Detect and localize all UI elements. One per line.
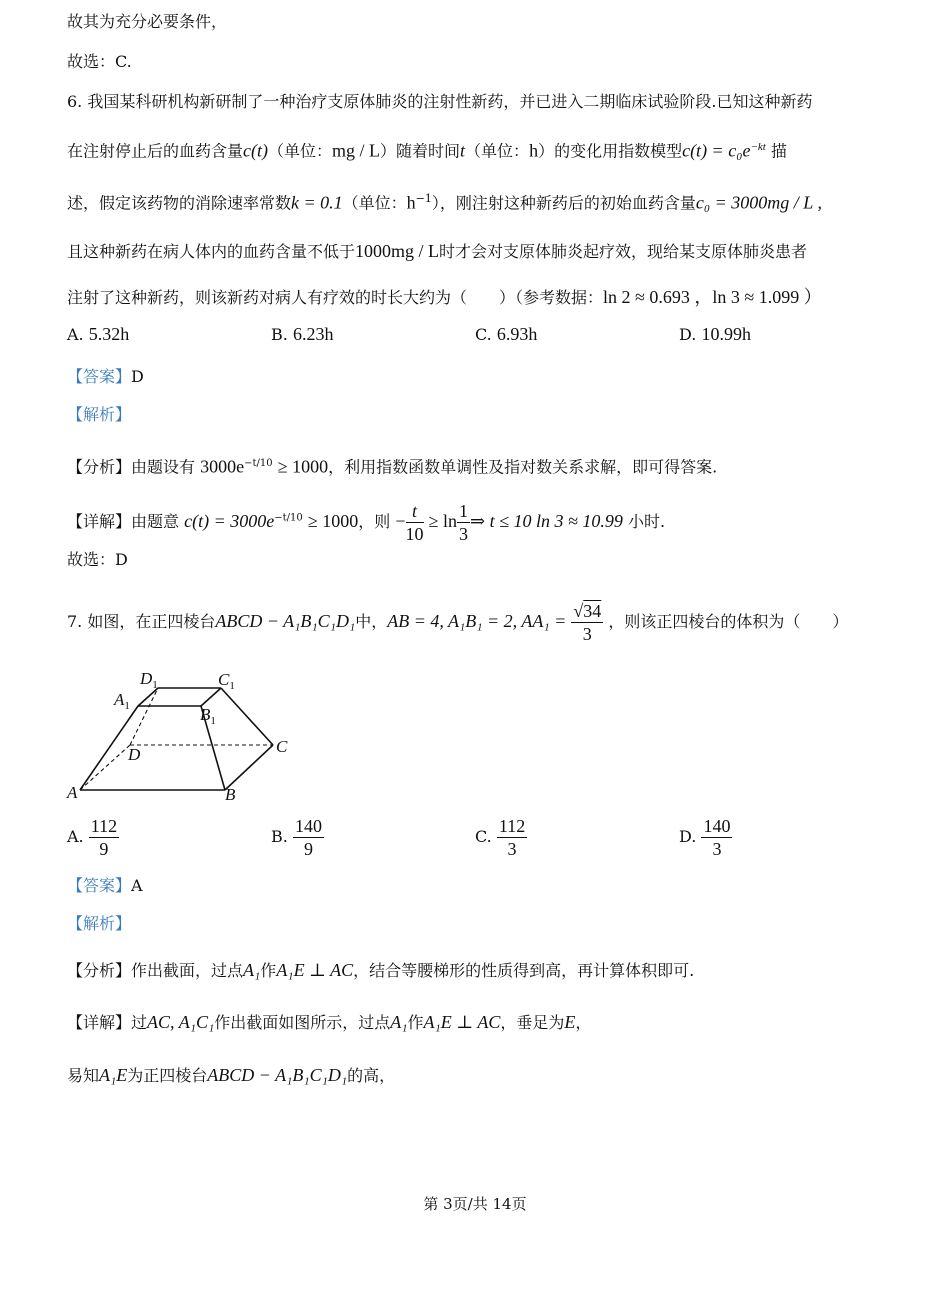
text-line: 故其为充分必要条件， bbox=[67, 12, 228, 31]
analysis-7: 【解析】 bbox=[67, 914, 132, 933]
question-7: 7. 如图，在正四棱台ABCD − A₁B₁C₁D₁中，AB = 4, A₁B₁ = 2, AA₁ = $\frac{√34}{3}$ ，则该正四棱台的体积为（ ） bbox=[67, 601, 849, 644]
answer-7: 【答案】A bbox=[67, 876, 143, 895]
option-7b: B. $\frac{140}{9}$ bbox=[271, 816, 322, 859]
fenxi-6: 【分析】由题设有 $3000e^{-t/10} \ge 1000$，利用指数函数单调性及指对数关系求解，即可得答案. bbox=[67, 456, 718, 477]
question-6-line4: 且这种新药在病人体内的血药含量不低于1000mg / L时才会对支原体肺炎起疗效，现给某支原体肺炎患者 bbox=[67, 241, 808, 261]
edge-AD bbox=[80, 745, 130, 790]
fenxi-7: 【分析】作出截面，过点A₁作A₁E ⊥ AC，结合等腰梯形的性质得到高，再计算体积即可. bbox=[67, 960, 695, 980]
option-6a: A. 5.32h bbox=[67, 324, 130, 344]
frustum-figure bbox=[60, 660, 300, 810]
edge-DD1 bbox=[130, 688, 158, 745]
answer-6: 【答案】D bbox=[67, 367, 144, 386]
option-6d: D. 10.99h bbox=[679, 324, 751, 344]
option-7c: C. $\frac{112}{3}$ bbox=[475, 816, 526, 859]
label-C1: $C_1$ bbox=[218, 670, 235, 692]
label-A: A bbox=[67, 783, 78, 802]
edge-BC bbox=[225, 745, 273, 790]
option-6b: B. 6.23h bbox=[271, 324, 334, 344]
label-D1: $D_1$ bbox=[140, 669, 158, 691]
label-D: D bbox=[128, 745, 141, 764]
page-footer: 第 3页/共 14页 bbox=[423, 1195, 527, 1213]
option-7a: A. $\frac{112}{9}$ bbox=[67, 816, 118, 859]
xiangjie-6: 【详解】由题意 $c(t) = 3000e^{-t/10} \ge 1000$，则 − $\frac{t}{10}$ ≥ ln $\frac{1}{3}$ ⇒ t ≤ 10 ln 3 ≈ 10.99 小时. bbox=[67, 501, 666, 544]
edge-CC1 bbox=[221, 688, 273, 745]
question-6-line2: 在注射停止后的血药含量c(t)（单位：mg / L）随着时间t（单位：h）的变化用指数模型$c(t) = c_0e^{-kt}$ 描 bbox=[67, 140, 787, 161]
label-C: C bbox=[276, 737, 288, 756]
question-6-line3: 述，假定该药物的消除速率常数k = 0.1（单位：$h^{-1}$），刚注射这种新药后的初始血药含量c₀ = 3000mg / L , bbox=[67, 192, 822, 213]
text-line: 故选：C. bbox=[67, 52, 132, 71]
option-7d: D. $\frac{140}{3}$ bbox=[679, 816, 731, 859]
analysis-6: 【解析】 bbox=[67, 405, 132, 424]
option-6c: C. 6.93h bbox=[475, 324, 538, 344]
edge-B1C1 bbox=[201, 688, 221, 706]
question-6-line1: 6. 我国某科研机构新研制了一种治疗支原体肺炎的注射性新药，并已进入二期临床试验阶段.已知这种新药 bbox=[67, 92, 813, 111]
label-B: B bbox=[225, 785, 236, 804]
question-6-line5: 注射了这种新药，则该新药对病人有疗效的时长大约为（ ）（参考数据：ln 2 ≈ 0.693 ，ln 3 ≈ 1.099 ） bbox=[67, 287, 822, 307]
label-A1: $A_1$ bbox=[114, 690, 130, 712]
label-B1: $B_1$ bbox=[200, 705, 216, 727]
text-line: 故选：D bbox=[67, 550, 128, 569]
xiangjie-7: 【详解】过AC, A₁C₁作出截面如图所示，过点A₁作A₁E ⊥ AC，垂足为E， bbox=[67, 1012, 592, 1032]
text-line: 易知A₁E为正四棱台ABCD − A₁B₁C₁D₁的高， bbox=[67, 1065, 396, 1085]
